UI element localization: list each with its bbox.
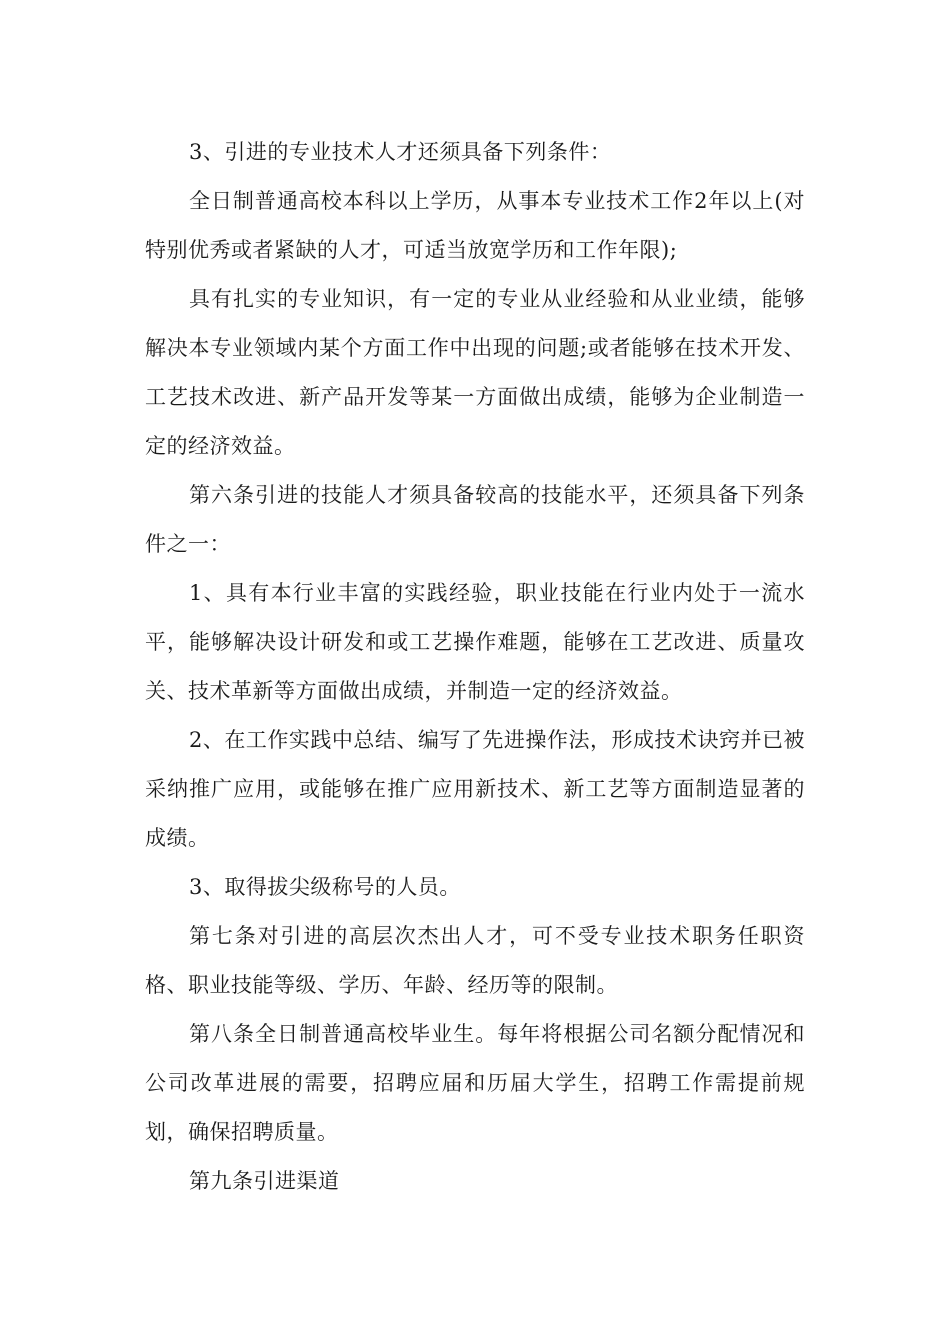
paragraph-article-8: 第八条全日制普通高校毕业生。每年将根据公司名额分配情况和公司改革进展的需要，招聘应届和历届大学生，招聘工作需提前规划，确保招聘质量。 (145, 1022, 805, 1144)
paragraph-article-6: 第六条引进的技能人才须具备较高的技能水平，还须具备下列条件之一： (145, 483, 805, 556)
paragraph-skill-condition-3: 3、取得拔尖级称号的人员。 (189, 875, 461, 899)
paragraph-article-7: 第七条对引进的高层次杰出人才，可不受专业技术职务任职资格、职业技能等级、学历、年龄、经历等的限制。 (145, 924, 805, 997)
paragraph-talent-conditions-heading: 3、引进的专业技术人才还须具备下列条件： (189, 140, 612, 164)
paragraph-education-requirement: 全日制普通高校本科以上学历，从事本专业技术工作2年以上(对特别优秀或者紧缺的人才，可适当放宽学历和工作年限); (145, 189, 805, 262)
paragraph-knowledge-requirement: 具有扎实的专业知识，有一定的专业从业经验和从业业绩，能够解决本专业领域内某个方面工作中出现的问题;或者能够在技术开发、工艺技术改进、新产品开发等某一方面做出成绩，能够为企业制造一定的经济效益。 (145, 287, 805, 458)
document-body (145, 128, 805, 1206)
paragraph-skill-condition-1: 1、具有本行业丰富的实践经验，职业技能在行业内处于一流水平，能够解决设计研发和或工艺操作难题，能够在工艺改进、质量攻关、技术革新等方面做出成绩，并制造一定的经济效益。 (145, 581, 805, 703)
paragraph-skill-condition-2: 2、在工作实践中总结、编写了先进操作法，形成技术诀窍并已被采纳推广应用，或能够在推广应用新技术、新工艺等方面制造显著的成绩。 (145, 728, 805, 850)
paragraph-article-9: 第九条引进渠道 (189, 1169, 340, 1193)
